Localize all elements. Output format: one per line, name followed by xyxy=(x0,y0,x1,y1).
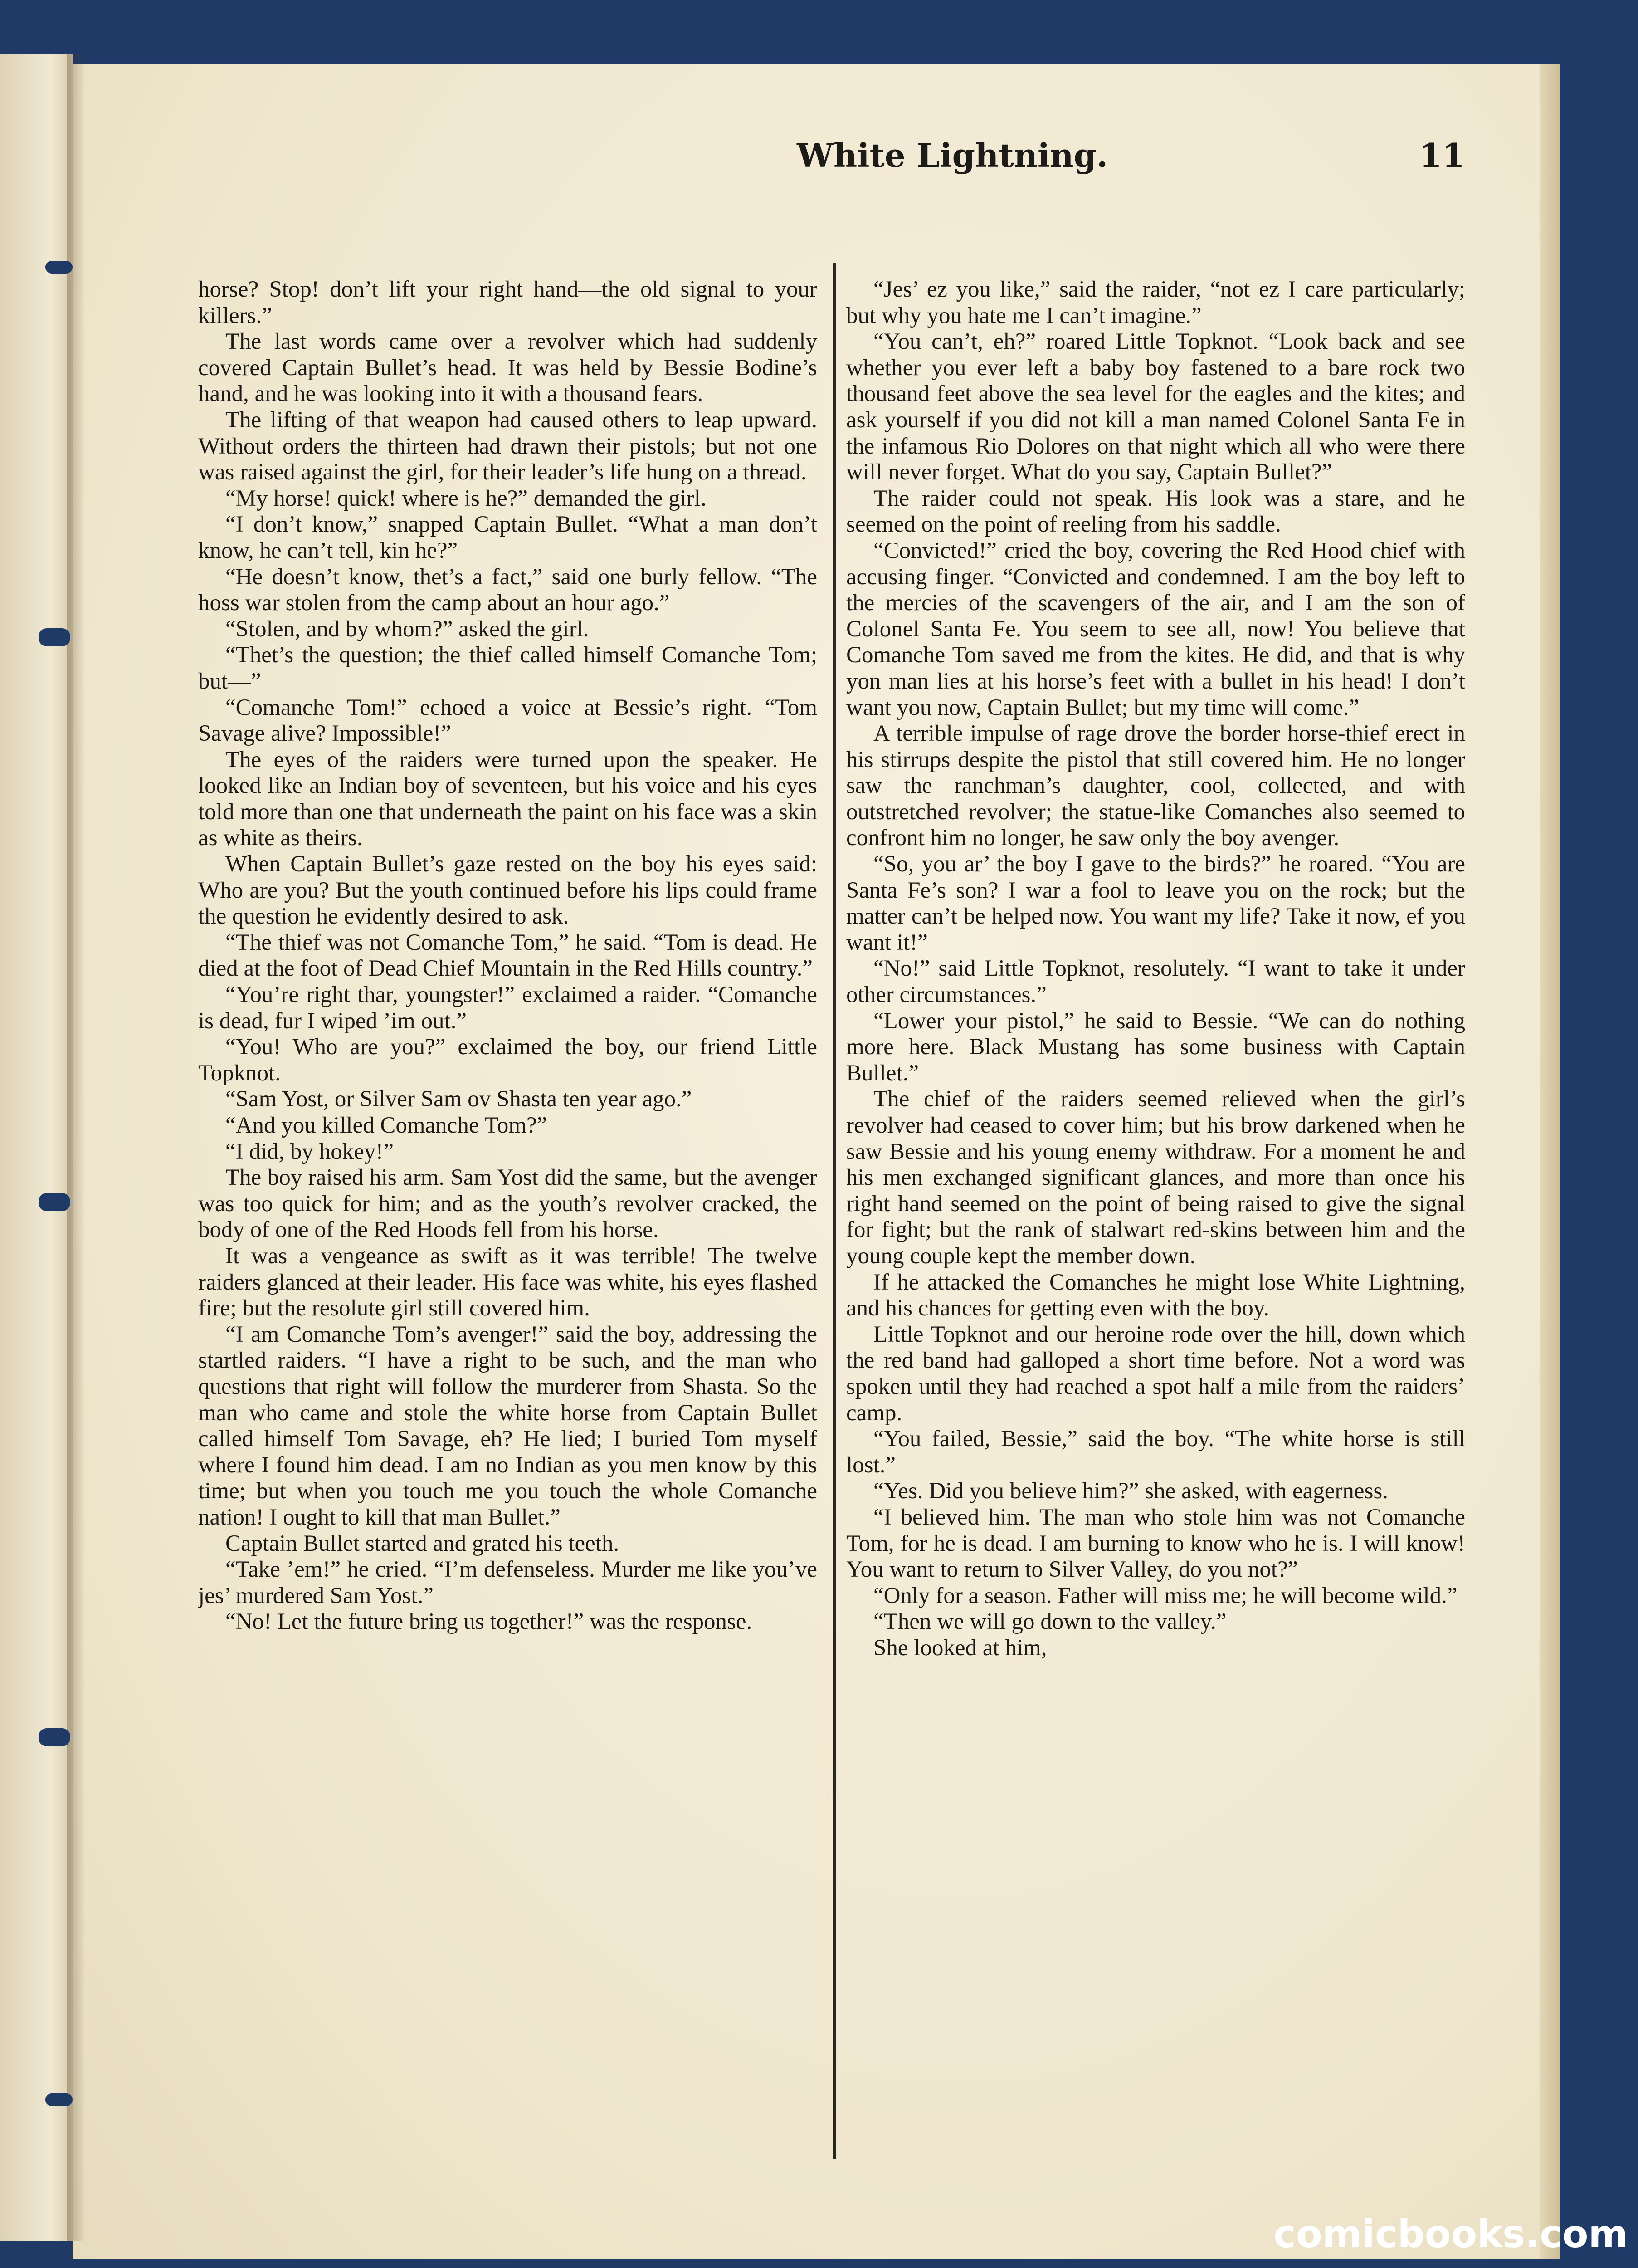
paragraph: “I did, by hokey!” xyxy=(225,1139,394,1164)
paragraph: “Only for a season. Father will miss me; he will become wild.” xyxy=(873,1583,1458,1608)
paragraph: “Convicted!” cried the boy, covering the Red Hood chief with accusing finger. “Convicted and condemned. I am the boy left to the mercies of the scavengers of the air, and I am the son of Colonel Santa Fe. You seem to see all, now! You believe that Comanche Tom saved me from the kites. He did, and that is why yon man lies at his horse’s feet with a bullet in his head! I don’t want you now, Captain Bullet; but my time will come.” xyxy=(846,538,1465,720)
paragraph: The boy raised his arm. Sam Yost did the same, but the avenger was too quick for him; and as the youth’s revolver cracked, the body of one of the Red Hoods fell from his horse. xyxy=(198,1165,817,1243)
binding-stitch-hole xyxy=(45,261,73,274)
paragraph: “You! Who are you?” exclaimed the boy, our friend Little Topknot. xyxy=(198,1034,817,1086)
gutter-shadow xyxy=(67,54,85,2241)
paragraph: The last words came over a revolver which had suddenly covered Captain Bullet’s head. It was held by Bessie Bodine’s hand, and he was looking into it with a thousand fears. xyxy=(198,329,817,407)
paragraph: The raider could not speak. His look was a stare, and he seemed on the point of reeling from his saddle. xyxy=(846,485,1465,538)
paragraph: The lifting of that weapon had caused others to leap upward. Without orders the thirteen had drawn their pistols; but not one was raised against the girl, for their leader’s life hung on a thread. xyxy=(198,407,817,485)
running-title: White Lightning. xyxy=(796,136,1108,175)
binding-stitch-hole xyxy=(45,2093,73,2106)
paragraph: “No!” said Little Topknot, resolutely. “I want to take it under other circumstances.” xyxy=(846,956,1465,1008)
binding-stitch-hole xyxy=(39,1193,70,1211)
binding-stitch-hole xyxy=(39,628,70,646)
paragraph: “So, you ar’ the boy I gave to the birds?” he roared. “You are Santa Fe’s son? I war a fool to leave you on the rock; but the matter can’t be helped now. You want my life? Take it now, ef you want it!” xyxy=(846,851,1465,955)
paragraph: She looked at him, xyxy=(873,1635,1047,1661)
left-text-column xyxy=(198,277,817,2164)
watermark: comicbooks.com xyxy=(1273,2212,1628,2256)
page-edge-shading xyxy=(1540,64,1560,2259)
page-number: 11 xyxy=(1419,136,1465,175)
paragraph: “Stolen, and by whom?” asked the girl. xyxy=(225,616,589,642)
paragraph: “The thief was not Comanche Tom,” he said. “Tom is dead. He died at the foot of Dead Chief Mountain in the Red Hills country.” xyxy=(198,929,817,982)
paragraph: “Take ’em!” he cried. “I’m defenseless. Murder me like you’ve jes’ murdered Sam Yost.” xyxy=(198,1557,817,1608)
column-divider xyxy=(833,263,836,2159)
paragraph: If he attacked the Comanches he might lose White Lightning, and his chances for getting even with the boy. xyxy=(846,1269,1465,1321)
paragraph: “Thet’s the question; the thief called himself Comanche Tom; but—” xyxy=(198,642,817,694)
right-text-column xyxy=(846,277,1465,2164)
paragraph: “Then we will go down to the valley.” xyxy=(873,1609,1227,1635)
paragraph: “You can’t, eh?” roared Little Topknot. “Look back and see whether you ever left a baby boy fastened to a bare rock two thousand feet above the sea level for the eagles and the kites; and ask yourself if you did not kill a man named Colonel Santa Fe in the infamous Rio Dolores on that night which all who were there will never forget. What do you say, Captain Bullet?” xyxy=(846,329,1465,485)
paragraph: “Lower your pistol,” he said to Bessie. “We can do nothing more here. Black Mustang has some business with Captain Bullet.” xyxy=(846,1008,1465,1086)
binding-stitch-hole xyxy=(39,1728,70,1746)
paragraph: “You’re right thar, youngster!” exclaimed a raider. “Comanche is dead, fur I wiped ’im out.” xyxy=(198,982,817,1034)
paragraph: It was a vengeance as swift as it was terrible! The twelve raiders glanced at their leader. His face was white, his eyes flashed fire; but the resolute girl still covered him. xyxy=(198,1243,817,1321)
paragraph: When Captain Bullet’s gaze rested on the boy his eyes said: Who are you? But the youth continued before his lips could frame the question he evidently desired to ask. xyxy=(198,851,817,929)
paragraph: “Sam Yost, or Silver Sam ov Shasta ten year ago.” xyxy=(225,1086,692,1112)
paragraph: “I believed him. The man who stole him was not Comanche Tom, for he is dead. I am burning to know who he is. I will know! You want to return to Silver Valley, do you not?” xyxy=(846,1504,1465,1583)
paragraph: “I am Comanche Tom’s avenger!” said the boy, addressing the startled raiders. “I have a right to be such, and the man who questions that right will follow the murderer from Shasta. So the man who came and stole the white horse from Captain Bullet called himself Tom Savage, eh? He lied; I buried Tom myself where I found him dead. I am no Indian as you men know by this time; but when you touch me you touch the whole Comanche nation! I ought to kill that man Bullet.” xyxy=(198,1321,817,1530)
paragraph: Captain Bullet started and grated his teeth. xyxy=(225,1530,619,1556)
paragraph: “Comanche Tom!” echoed a voice at Bessie’s right. “Tom Savage alive? Impossible!” xyxy=(198,694,817,747)
paragraph: A terrible impulse of rage drove the border horse-thief erect in his stirrups despite the pistol that still covered him. He no longer saw the ranchman’s daughter, cool, collected, and with outstretched revolver; the statue-like Comanches also seemed to confront him no longer, he saw only the boy avenger. xyxy=(846,721,1465,851)
paragraph: The chief of the raiders seemed relieved when the girl’s revolver had ceased to cover him; but his brow darkened when he saw Bessie and his young enemy withdraw. For a moment he and his men exchanged significant glances, and more than once his right hand seemed on the point of being raised to give the signal for fight; but the rank of stalwart red-skins between him and the young couple kept the member down. xyxy=(846,1086,1465,1269)
paragraph: horse? Stop! don’t lift your right hand—the old signal to your killers.” xyxy=(198,277,817,328)
paragraph: “No! Let the future bring us together!” was the response. xyxy=(225,1609,752,1635)
paragraph: “I don’t know,” snapped Captain Bullet. “What a man don’t know, he can’t tell, kin he?” xyxy=(198,512,817,563)
facing-page-edge xyxy=(0,54,73,2241)
paragraph: “You failed, Bessie,” said the boy. “The white horse is still lost.” xyxy=(846,1426,1465,1478)
paragraph: “Jes’ ez you like,” said the raider, “not ez I care particularly; but why you hate me I can’t imagine.” xyxy=(846,277,1465,328)
paragraph: “He doesn’t know, thet’s a fact,” said one burly fellow. “The hoss war stolen from the camp about an hour ago.” xyxy=(198,564,817,616)
paragraph: “Yes. Did you believe him?” she asked, with eagerness. xyxy=(873,1478,1388,1504)
paragraph: The eyes of the raiders were turned upon the speaker. He looked like an Indian boy of seventeen, but his voice and his eyes told more than one that underneath the paint on his face was a skin as white as theirs. xyxy=(198,747,817,851)
paragraph: Little Topknot and our heroine rode over the hill, down which the red band had galloped a short time before. Not a word was spoken until they had reached a spot half a mile from the raiders’ camp. xyxy=(846,1321,1465,1426)
paragraph: “And you killed Comanche Tom?” xyxy=(225,1113,547,1138)
paragraph: “My horse! quick! where is he?” demanded the girl. xyxy=(225,485,707,511)
